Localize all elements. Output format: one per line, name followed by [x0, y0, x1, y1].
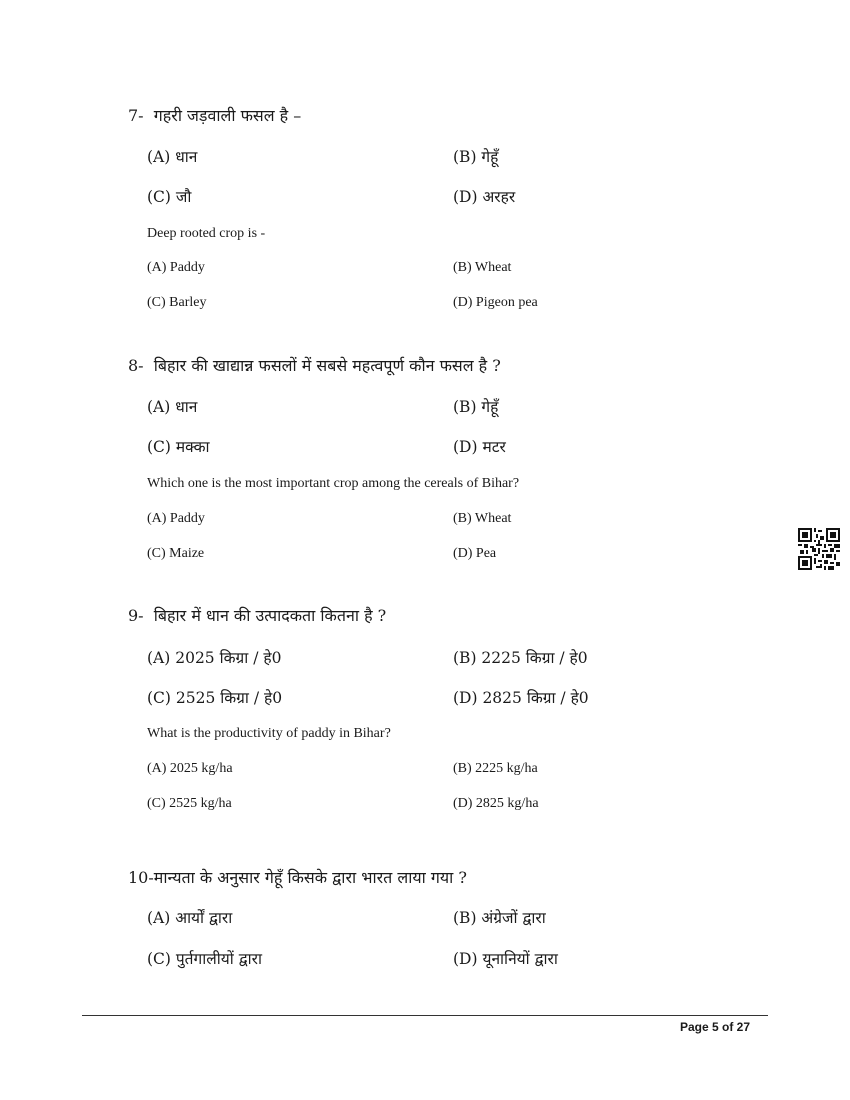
- q9-english-question: What is the productivity of paddy in Bihar?: [147, 726, 391, 741]
- q8-english-question: Which one is the most important crop among the cereals of Bihar?: [147, 476, 520, 491]
- qr-code-icon: [798, 528, 840, 570]
- q7-hindi-option-b: (B) गेहूँ: [453, 148, 499, 166]
- q7-english-option-b: (B) Wheat: [453, 260, 512, 275]
- footer-divider: [82, 1015, 768, 1016]
- q8-english-option-a: (A) Paddy: [147, 511, 205, 526]
- q7-hindi-option-a: (A) धान: [147, 148, 198, 166]
- q10-hindi-option-d: (D) यूनानियों द्वारा: [453, 950, 558, 968]
- q7-english-option-c: (C) Barley: [147, 295, 207, 310]
- question-text: गहरी जड़वाली फसल है –: [153, 106, 302, 125]
- question-number: 8-: [128, 356, 144, 375]
- q8-english-option-d: (D) Pea: [453, 546, 497, 561]
- question-number: 10-: [128, 868, 154, 887]
- question-7-hindi: [128, 104, 301, 126]
- q7-hindi-option-c: (C) जौ: [147, 188, 192, 206]
- q7-hindi-option-d: (D) अरहर: [453, 188, 516, 206]
- q9-english-option-a: (A) 2025 kg/ha: [147, 761, 233, 776]
- q9-english-option-d: (D) 2825 kg/ha: [453, 796, 539, 811]
- question-10-hindi: [128, 866, 467, 888]
- question-text: बिहार में धान की उत्पादकता कितना है ?: [153, 606, 387, 625]
- q8-hindi-option-d: (D) मटर: [453, 438, 506, 456]
- q8-english-option-b: (B) Wheat: [453, 511, 512, 526]
- question-9-hindi: [128, 604, 386, 626]
- page-number: Page 5 of 27: [679, 1020, 750, 1034]
- q7-english-option-d: (D) Pigeon pea: [453, 295, 538, 310]
- question-8-hindi: [128, 354, 501, 376]
- q9-hindi-option-a: (A) 2025 किग्रा / हे0: [147, 649, 282, 667]
- q7-english-option-a: (A) Paddy: [147, 260, 205, 275]
- q8-hindi-option-b: (B) गेहूँ: [453, 398, 499, 416]
- q9-hindi-option-d: (D) 2825 किग्रा / हे0: [453, 689, 589, 707]
- q9-hindi-option-c: (C) 2525 किग्रा / हे0: [147, 689, 283, 707]
- question-text: बिहार की खाद्यान्न फसलों में सबसे महत्वपूर्ण कौन फसल है ?: [153, 356, 501, 375]
- q10-hindi-option-b: (B) अंग्रेजों द्वारा: [453, 909, 546, 927]
- q9-hindi-option-b: (B) 2225 किग्रा / हे0: [453, 649, 588, 667]
- q8-hindi-option-a: (A) धान: [147, 398, 198, 416]
- q9-english-option-c: (C) 2525 kg/ha: [147, 796, 232, 811]
- q8-hindi-option-c: (C) मक्का: [147, 438, 210, 456]
- q10-hindi-option-c: (C) पुर्तगालीयों द्वारा: [147, 950, 262, 968]
- q10-hindi-option-a: (A) आर्यों द्वारा: [147, 909, 233, 927]
- question-text: मान्यता के अनुसार गेहूँ किसके द्वारा भारत लाया गया ?: [153, 868, 467, 887]
- question-number: 7-: [128, 106, 144, 125]
- question-number: 9-: [128, 606, 144, 625]
- q9-english-option-b: (B) 2225 kg/ha: [453, 761, 538, 776]
- q7-english-question: Deep rooted crop is -: [147, 226, 266, 241]
- q8-english-option-c: (C) Maize: [147, 546, 205, 561]
